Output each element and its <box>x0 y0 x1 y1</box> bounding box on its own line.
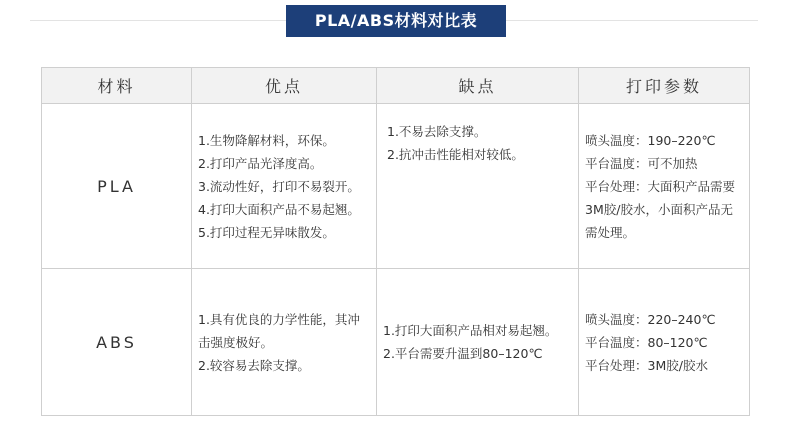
header-params: 打印参数 <box>579 68 750 104</box>
pros-item: 1.具有优良的力学性能，其冲击强度极好。 <box>198 311 360 350</box>
params-cell <box>579 269 750 416</box>
pros-cell <box>192 104 377 269</box>
cons-cell <box>377 104 579 269</box>
params-item: 平台温度：80–120℃ <box>585 334 708 350</box>
pros-item: 4.打印大面积产品不易起翘。 <box>198 201 360 217</box>
table-row <box>42 269 750 416</box>
cons-item: 1.打印大面积产品相对易起翘。 <box>383 323 558 338</box>
table-row <box>42 104 750 269</box>
pros-item: 2.较容易去除支撑。 <box>198 357 310 373</box>
material-name: PLA <box>42 104 192 269</box>
params-item: 喷头温度：220–240℃ <box>585 311 716 327</box>
cons-item: 2.平台需要升温到80–120℃ <box>383 346 543 361</box>
pros-item: 5.打印过程无异味散发。 <box>198 224 335 240</box>
header-pros: 优点 <box>192 68 377 104</box>
pros-item: 3.流动性好，打印不易裂开。 <box>198 178 360 194</box>
header-material: 材料 <box>42 68 192 104</box>
pros-cell <box>192 269 377 416</box>
cons-item: 1.不易去除支撑。 <box>387 124 487 139</box>
comparison-table <box>41 67 750 416</box>
pros-item: 2.打印产品光泽度高。 <box>198 155 323 171</box>
pros-item: 1.生物降解材料，环保。 <box>198 132 335 148</box>
cons-cell <box>377 269 579 416</box>
table-title: PLA/ABS材料对比表 <box>286 5 506 37</box>
header-row <box>42 68 750 104</box>
material-name: ABS <box>42 269 192 416</box>
params-item: 平台温度：可不加热 <box>585 155 698 171</box>
header-cons: 缺点 <box>377 68 579 104</box>
params-item: 平台处理：大面积产品需要3M胶/胶水，小面积产品无需处理。 <box>585 178 736 240</box>
params-item: 喷头温度：190–220℃ <box>585 132 716 148</box>
params-cell <box>579 104 750 269</box>
cons-item: 2.抗冲击性能相对较低。 <box>387 147 524 162</box>
params-item: 平台处理：3M胶/胶水 <box>585 357 708 373</box>
